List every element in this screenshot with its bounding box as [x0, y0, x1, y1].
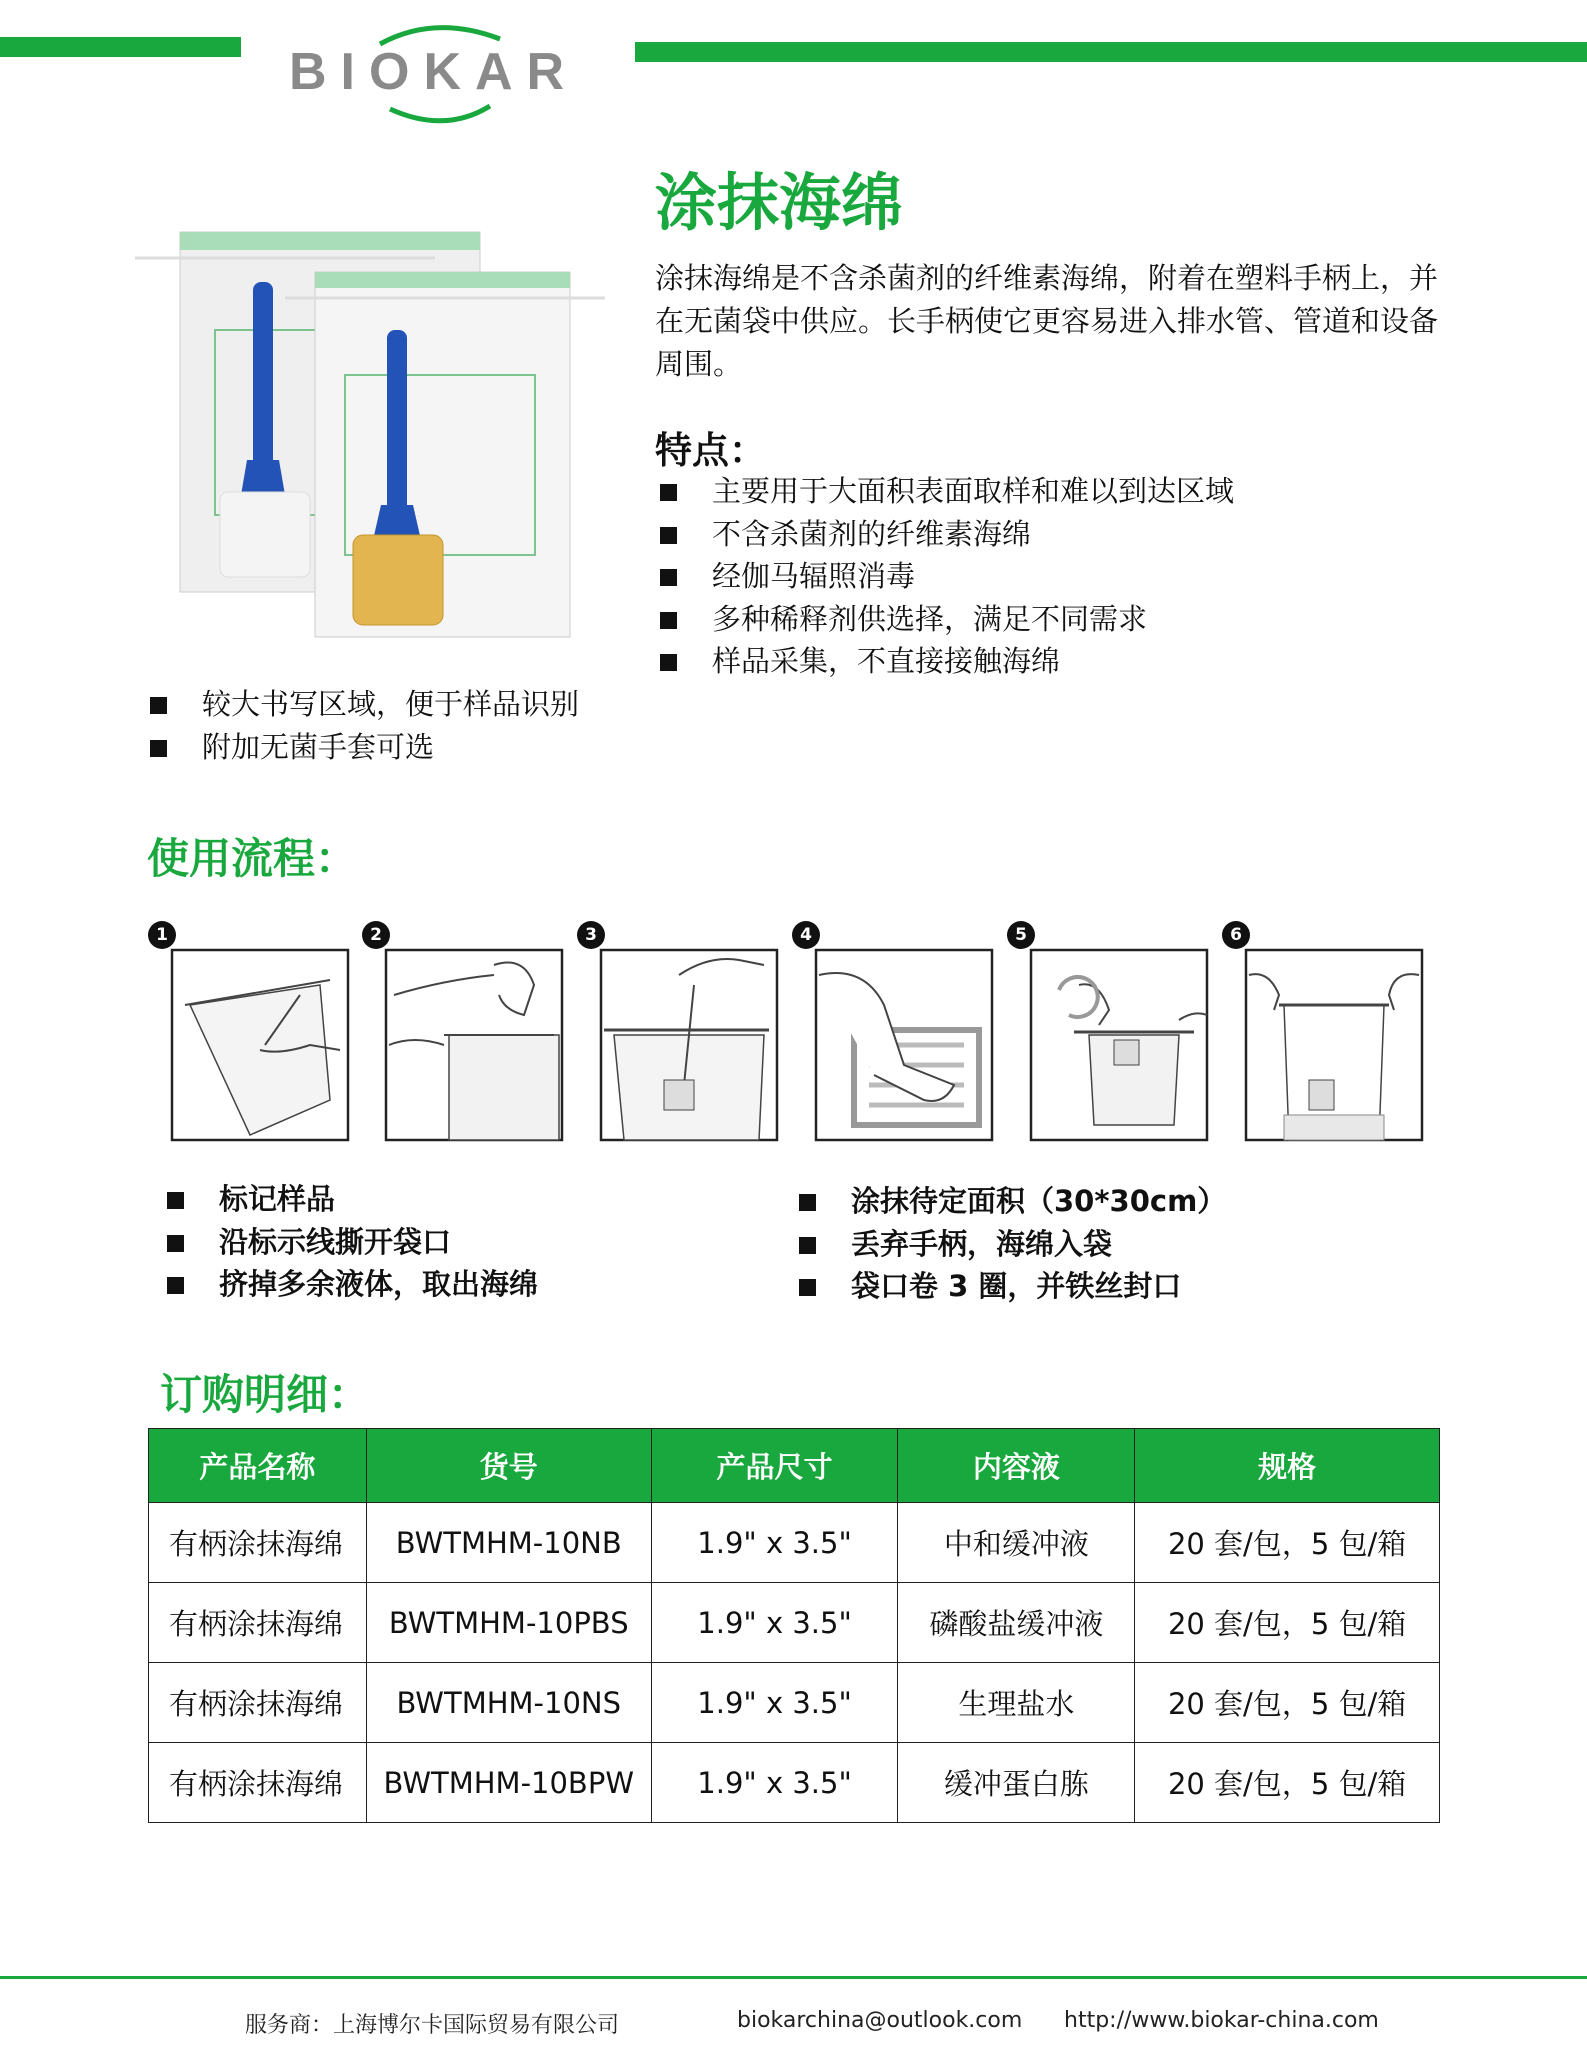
step-6 — [1222, 915, 1422, 1155]
column-header: 货号 — [366, 1429, 651, 1503]
column-header: 产品尺寸 — [651, 1429, 898, 1503]
table-cell: BWTMHM-10NS — [366, 1663, 651, 1743]
usage-steps — [140, 915, 1440, 1155]
table-cell: BWTMHM-10PBS — [366, 1583, 651, 1663]
features-list — [657, 470, 1457, 683]
feature-item: 样品采集，不直接接触海绵 — [657, 640, 1457, 683]
step-2 — [362, 915, 562, 1155]
order-section-title: 订购明细： — [160, 1370, 371, 1419]
usage-section-title: 使用流程： — [147, 834, 358, 883]
features-list-continued — [147, 683, 947, 768]
product-image — [135, 220, 615, 640]
table-cell: BWTMHM-10BPW — [366, 1743, 651, 1823]
table-cell: 有柄涂抹海绵 — [149, 1583, 367, 1663]
table-row — [149, 1743, 1440, 1823]
step-illustration — [384, 935, 564, 1145]
table-row — [149, 1503, 1440, 1583]
table-header-row — [149, 1429, 1440, 1503]
step-3 — [577, 915, 777, 1155]
features-heading: 特点： — [655, 429, 766, 472]
table-cell: 1.9" x 3.5" — [651, 1743, 898, 1823]
feature-item: 主要用于大面积表面取样和难以到达区域 — [657, 470, 1457, 513]
step-number: 5 — [1007, 921, 1035, 949]
step-4 — [792, 915, 992, 1155]
step-number: 4 — [792, 921, 820, 949]
step-5 — [1007, 915, 1207, 1155]
table-row — [149, 1583, 1440, 1663]
table-row — [149, 1663, 1440, 1743]
table-cell: 中和缓冲液 — [898, 1503, 1135, 1583]
table-cell: 20 套/包，5 包/箱 — [1135, 1583, 1440, 1663]
step-number: 3 — [577, 921, 605, 949]
table-cell: 1.9" x 3.5" — [651, 1663, 898, 1743]
table-cell: 磷酸盐缓冲液 — [898, 1583, 1135, 1663]
footer-email-link[interactable]: biokarchina@outlook.com — [737, 2008, 1023, 2033]
order-table — [148, 1428, 1440, 1823]
step-1 — [148, 915, 348, 1155]
footer-divider — [0, 1976, 1587, 1979]
biokar-logo — [285, 14, 585, 124]
table-cell: 缓冲蛋白胨 — [898, 1743, 1135, 1823]
feature-item: 不含杀菌剂的纤维素海绵 — [657, 513, 1457, 556]
header-bar-left — [0, 37, 241, 57]
usage-step-text: 袋口卷 3 圈，并铁丝封口 — [796, 1265, 1356, 1308]
table-cell: 1.9" x 3.5" — [651, 1583, 898, 1663]
step-illustration — [170, 935, 350, 1145]
usage-step-text: 丢弃手柄，海绵入袋 — [796, 1223, 1356, 1266]
table-cell: 20 套/包，5 包/箱 — [1135, 1663, 1440, 1743]
table-cell: 生理盐水 — [898, 1663, 1135, 1743]
column-header: 产品名称 — [149, 1429, 367, 1503]
table-cell: BWTMHM-10NB — [366, 1503, 651, 1583]
step-number: 1 — [148, 921, 176, 949]
usage-steps-right — [796, 1180, 1356, 1308]
table-cell: 有柄涂抹海绵 — [149, 1743, 367, 1823]
table-cell: 20 套/包，5 包/箱 — [1135, 1743, 1440, 1823]
usage-steps-left — [164, 1178, 724, 1306]
footer-provider: 服务商：上海博尔卡国际贸易有限公司 — [245, 2013, 620, 2038]
header-bar-right — [635, 42, 1587, 62]
usage-step-text: 沿标示线撕开袋口 — [164, 1221, 724, 1264]
step-number: 6 — [1222, 921, 1250, 949]
step-illustration — [1029, 935, 1209, 1145]
table-cell: 有柄涂抹海绵 — [149, 1663, 367, 1743]
step-illustration — [814, 935, 994, 1145]
product-intro: 涂抹海绵是不含杀菌剂的纤维素海绵，附着在塑料手柄上，并在无菌袋中供应。长手柄使它更容易进入排水管、管道和设备周围。 — [655, 261, 1439, 381]
step-illustration — [599, 935, 779, 1145]
usage-step-text: 涂抹待定面积（30*30cm） — [796, 1180, 1356, 1223]
feature-item: 多种稀释剂供选择，满足不同需求 — [657, 598, 1457, 641]
usage-step-text: 挤掉多余液体，取出海绵 — [164, 1263, 724, 1306]
table-cell: 20 套/包，5 包/箱 — [1135, 1503, 1440, 1583]
page-title: 涂抹海绵 — [655, 166, 904, 239]
feature-item: 附加无菌手套可选 — [147, 726, 947, 769]
column-header: 规格 — [1135, 1429, 1440, 1503]
usage-step-text: 标记样品 — [164, 1178, 724, 1221]
column-header: 内容液 — [898, 1429, 1135, 1503]
table-cell: 1.9" x 3.5" — [651, 1503, 898, 1583]
step-number: 2 — [362, 921, 390, 949]
feature-item: 经伽马辐照消毒 — [657, 555, 1457, 598]
logo-text: BIOKAR — [289, 43, 579, 101]
feature-item: 较大书写区域，便于样品识别 — [147, 683, 947, 726]
step-illustration — [1244, 935, 1424, 1145]
footer-website-link[interactable]: http://www.biokar-china.com — [1064, 2008, 1379, 2033]
table-cell: 有柄涂抹海绵 — [149, 1503, 367, 1583]
